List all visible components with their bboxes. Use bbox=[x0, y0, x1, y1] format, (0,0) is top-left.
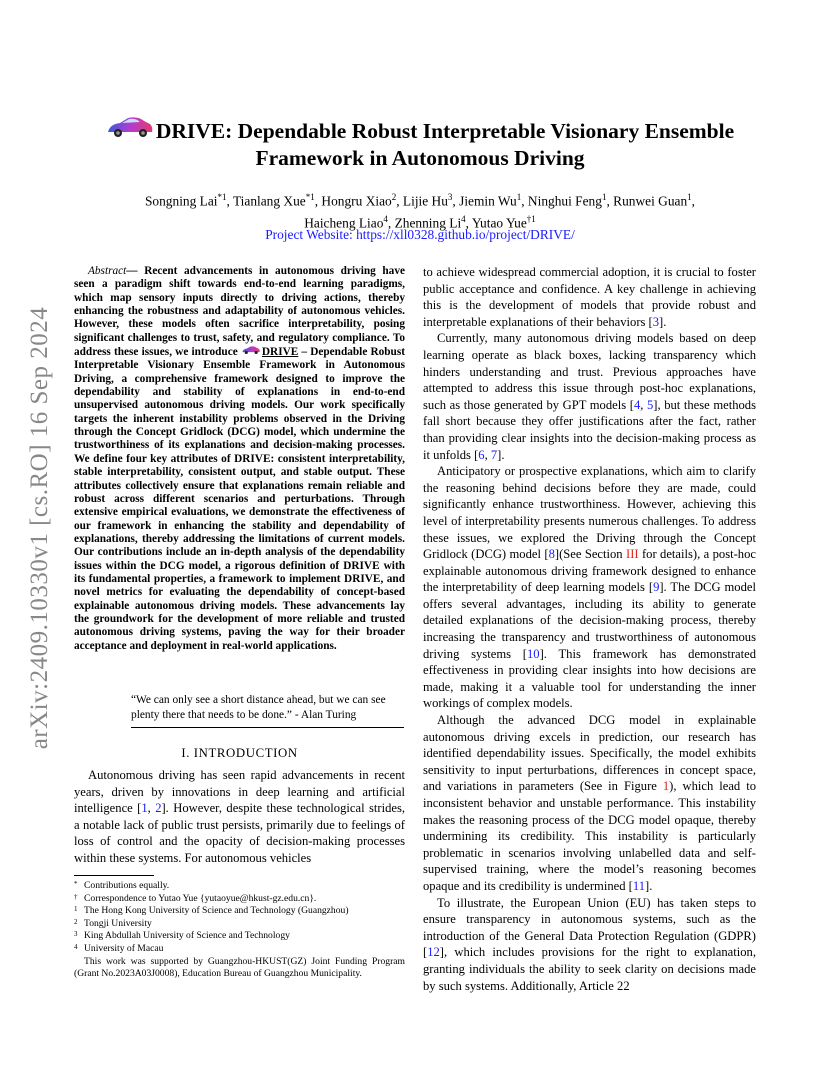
footnotes bbox=[74, 880, 405, 981]
paper-title-text: DRIVE: Dependable Robust Interpretable Visionary Ensemble Framework in Autonomous Driving bbox=[155, 119, 735, 170]
body-paragraph-1: to achieve widespread commercial adoption, it is crucial to foster public acceptance and confidence. A key challenge in achieving this is the development of models that provide robust and interpretable explanations of their behaviors [3]. bbox=[423, 265, 756, 329]
turing-quote: “We can only see a short distance ahead, but we can see plenty there that needs to be done.” - Alan Turing bbox=[131, 694, 386, 721]
body-paragraph-2: Currently, many autonomous driving models based on deep learning operate as black boxes, lacking transparency which hinders understanding and trust. Previous approaches have attempted to address this issue through post-hoc explanations, such as those generated by GPT models [4, 5], but these methods fall short because they offer justifications after the fact, rather than providing clear insights into the decision-making process as it unfolds [6, 7]. bbox=[423, 331, 757, 462]
abstract-label: Abstract bbox=[88, 265, 127, 277]
authors-line-1: Songning Lai$^{*1}$, Tianlang Xue$^{*1}$, Hongru Xiao$^2$, Lijie Hu$^3$, Jiemin Wu$^1$, Ninghui Feng$^1$, Runwei Guan$^1$, bbox=[144, 192, 696, 209]
project-website-link[interactable]: Project Website: https://xll0328.github.io/project/DRIVE/ bbox=[265, 227, 575, 242]
left-column bbox=[74, 265, 405, 653]
quote-divider bbox=[131, 727, 404, 728]
body-paragraph-3: Anticipatory or prospective explanations, which aim to clarify the reasoning behind decisions before they are made, could significantly enhance trustworthiness. However, achieving this level of interpretability presents numerous challenges. To address these issues, we explored the Driving through the Concept Gridlock (DCG) model [8](See Section III for details), a post-hoc explainable autonomous driving framework designed to enhance the interpretability of deep learning models [9]. The DCG model offers several advantages, including its ability to generate detailed explanations of the decision-making process, thereby increasing the transparency and trustworthiness of autonomous driving systems [10]. This framework has demonstrated effectiveness in providing clear insights into how decisions are made, making it a valuable tool for understanding the inner workings of complex models. bbox=[423, 464, 756, 711]
footnote-item: 3 King Abdullah University of Science and Technology bbox=[74, 930, 290, 942]
funding-note: This work was supported by Guangzhou-HKUST(GZ) Joint Funding Program (Grant No.2023A03J0008), Education Bureau of Guangzhou Municipality. bbox=[74, 955, 405, 980]
body-paragraph-4: Although the advanced DCG model in explainable autonomous driving excels in prediction, our research has identified dependability issues. Specifically, the model exhibits sensitivity to input perturbations, differences in concept space, and variations in parameters (See in Figure 1), which lead to inconsistent behavior and unstable performance. This instability makes the reasoning process of the DCG model opaque, thereby undermining its credibility. This instability is particularly problematic in scenarios involving unlabelled data and self-supervised training, where the model’s reasoning becomes opaque and its credibility is undermined [11]. bbox=[423, 713, 756, 893]
body-paragraph-5: To illustrate, the European Union (EU) has taken steps to ensure transparency in autonomous systems, such as the introduction of the General Data Protection Regulation (GDPR) [12], which includes provisions for the right to explanation, granting individuals the ability to seek clarity on decisions made by such systems. Additionally, Article 22 bbox=[423, 895, 756, 993]
footnote-item: 4 University of Macau bbox=[74, 942, 164, 954]
abstract bbox=[74, 265, 405, 653]
paper-title-block bbox=[80, 114, 760, 172]
intro-paragraph: Autonomous driving has seen rapid advancements in recent years, driven by innovations in deep learning and artificial intelligence [1, 2]. However, despite these technological strides, a notable lack of public trust persists, primarily due to feelings of loss of control and the opacity of decision-making processes within these systems. For autonomous vehicles bbox=[74, 768, 406, 865]
footnote-divider bbox=[74, 875, 154, 876]
abstract-text-part-1: — Recent advancements in autonomous driving have seen a paradigm shift towards end-to-end learning paradigms, which map sensory inputs directly to driving actions, thereby enhancing the robustness and adaptability of autonomous vehicles. However, these models often sacrifice interpretability, posing significant challenges to trust, safety, and regulatory compliance. To address these issues, we introduce bbox=[74, 265, 405, 359]
abstract-drive-word: DRIVE bbox=[261, 346, 299, 359]
car-logo-small-icon bbox=[241, 345, 261, 356]
footnote-item: † Correspondence to Yutao Yue {yutaoyue@hkust-gz.edu.cn}. bbox=[74, 892, 317, 904]
section-heading-introduction: I. INTRODUCTION bbox=[181, 746, 298, 760]
car-logo-icon bbox=[106, 114, 154, 142]
footnote-item: 2 Tongji University bbox=[74, 917, 152, 929]
paper-title bbox=[106, 119, 734, 170]
authors-line-2: Haicheng Liao$^4$, Zhenning Li$^4$, Yutao Yue$^{\dagger 1}$ bbox=[304, 214, 536, 231]
right-column bbox=[423, 264, 756, 994]
arxiv-stamp: arXiv:2409.10330v1 [cs.RO] 16 Sep 2024 bbox=[26, 306, 53, 750]
abstract-text-part-2: – Dependable Robust Interpretable Visionary Ensemble Framework in Autonomous Driving, a comprehensive framework designed to improve the dependability and stability of explanations in end-to-end unsupervised autonomous driving models. Our work specifically targets the inherent instability problems observed in the Driving through the Concept Gridlock (DCG) model, which undermine the trustworthiness of its explanations and decision-making processes. We define four key attributes of DRIVE: consistent interpretability, stable interpretability, consistent output, and stable output. These attributes collectively ensure that explanations remain reliable and robust across different scenarios and perturbations. Through extensive empirical evaluations, we demonstrate the effectiveness of our framework in enhancing the stability and dependability of explanations, thereby addressing the limitations of current models. Our contributions include an in-depth analysis of the dependability issues within the DCG model, a rigorous definition of DRIVE with its fundamental properties, a framework to implement DRIVE, and novel metrics for evaluating the dependability of concept-based explainable autonomous driving models. These advancements lay the groundwork for the development of more reliable and trusted autonomous driving systems, paving the way for their broader acceptance and deployment in real-world applications. bbox=[74, 346, 406, 652]
footnote-item: 1 The Hong Kong University of Science and Technology (Guangzhou) bbox=[74, 905, 349, 917]
footnote-item: * Contributions equally. bbox=[74, 880, 170, 891]
